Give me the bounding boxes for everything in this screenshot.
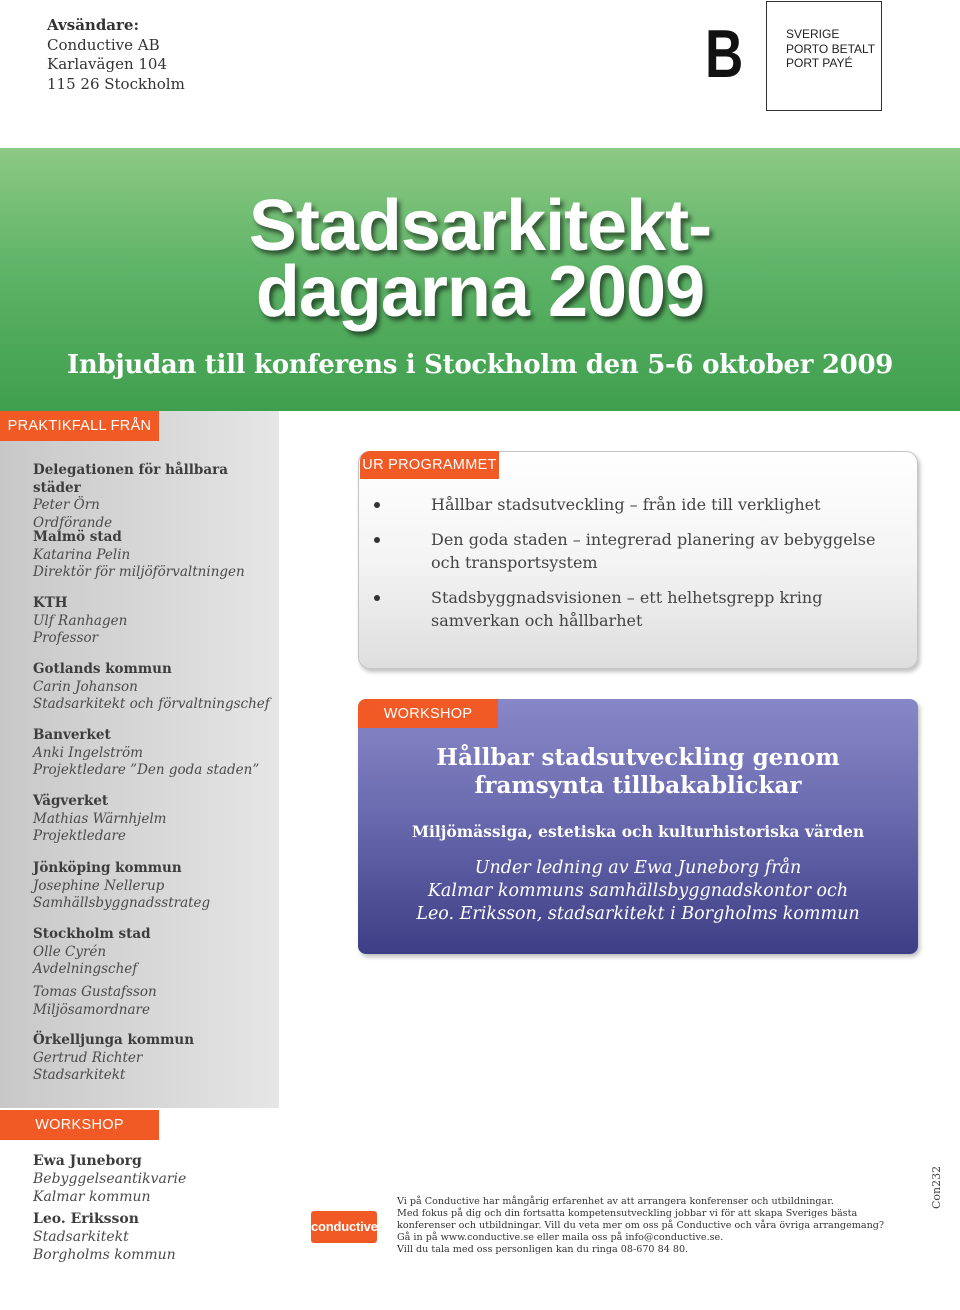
speaker-name: Katarina Pelin xyxy=(33,546,131,563)
speaker-entry xyxy=(33,661,273,714)
speaker-entry xyxy=(33,529,273,582)
leader-name: Ewa Juneborg xyxy=(33,1153,142,1169)
speaker-name: Gertrud Richter xyxy=(33,1049,143,1066)
programme-item-text: och transportsystem xyxy=(431,553,598,572)
speaker-org: Delegationen för hållbara städer xyxy=(33,462,228,496)
page-subtitle: Inbjudan till konferens i Stockholm den 5-6 oktober 2009 xyxy=(66,350,894,380)
programme-item-text: Stadsbyggnadsvisionen – ett helhetsgrepp kring xyxy=(431,588,823,607)
speaker-name: Anki Ingelström xyxy=(33,744,143,761)
speaker-role: Professor xyxy=(33,630,99,646)
workshop-tab: WORKSHOP xyxy=(358,699,498,728)
bullet-icon xyxy=(374,537,380,543)
leader-role: Bebyggelseantikvarie xyxy=(33,1171,187,1187)
speaker-role: Ordförande xyxy=(33,514,113,531)
speaker-role: Direktör för miljöförvaltningen xyxy=(33,564,245,580)
workshop-leader xyxy=(33,1152,273,1206)
speaker-org: Gotlands kommun xyxy=(33,661,172,677)
speaker-role: Stadsarkitekt och förvaltningschef xyxy=(33,696,270,712)
speaker-org: Stockholm stad xyxy=(33,926,151,942)
info-line: konferenser och utbildningar. Vill du veta mer om oss på Conductive och våra övriga arrangemang? xyxy=(397,1220,885,1231)
workshop-title-line: framsynta tillbakablickar xyxy=(474,772,802,799)
page-title xyxy=(0,186,960,332)
speaker-entry xyxy=(33,860,273,913)
postage-line: PORTO BETALT xyxy=(786,41,876,56)
speaker-name: Olle Cyrén xyxy=(33,943,107,960)
info-line: Gå in på www.conductive.se eller maila oss på info@conductive.se. xyxy=(397,1232,724,1243)
speaker-role: Miljösamordnare xyxy=(33,1001,150,1018)
workshop-title-line: Hållbar stadsutveckling genom xyxy=(436,744,840,771)
info-line: Med fokus på dig och din fortsatta kompetensutveckling jobbar vi för att skapa Sveriges bästa xyxy=(397,1208,858,1219)
sender-address xyxy=(47,16,185,94)
workshop-lead-line: Leo. Eriksson, stadsarkitekt i Borgholms kommun xyxy=(416,904,860,924)
workshop-leader xyxy=(33,1210,273,1264)
programme-item-text: Den goda staden – integrerad planering av bebyggelse xyxy=(431,530,876,549)
sender-line: 115 26 Stockholm xyxy=(47,74,185,93)
speaker-name: Mathias Wärnhjelm xyxy=(33,810,167,827)
speaker-org: Vägverket xyxy=(33,793,109,809)
speaker-entry xyxy=(33,462,273,532)
workshop-title xyxy=(358,744,918,800)
title-line: dagarna 2009 xyxy=(255,252,705,332)
speaker-entry xyxy=(33,1032,273,1085)
speaker-org: Jönköping kommun xyxy=(33,860,182,876)
speaker-name: Josephine Nellerup xyxy=(33,877,165,894)
sender-label: Avsändare: xyxy=(47,16,140,34)
sender-line: Karlavägen 104 xyxy=(47,55,168,73)
document-code-text: Con232 xyxy=(930,1165,943,1209)
speaker-entry xyxy=(33,793,273,846)
document-code xyxy=(930,1155,950,1215)
postage-stamp-box xyxy=(766,1,882,111)
speaker-name: Ulf Ranhagen xyxy=(33,612,128,629)
speaker-name: Carin Johanson xyxy=(33,678,138,695)
speaker-role: Projektledare xyxy=(33,828,126,844)
company-info xyxy=(397,1196,897,1256)
praktikfall-tab: PRAKTIKFALL FRÅN xyxy=(0,411,159,441)
workshop-leaders-text xyxy=(358,857,918,926)
speaker-entry xyxy=(33,926,273,979)
speaker-role: Samhällsbyggnadsstrateg xyxy=(33,895,211,911)
postage-class-letter: B xyxy=(705,16,744,92)
speaker-entry xyxy=(33,984,273,1019)
programme-item-text: samverkan och hållbarhet xyxy=(431,611,643,630)
speaker-org: Malmö stad xyxy=(33,529,122,545)
speaker-org: Banverket xyxy=(33,727,111,743)
programme-tab: UR PROGRAMMET xyxy=(360,451,499,479)
speaker-name: Tomas Gustafsson xyxy=(33,984,157,1000)
speaker-entry xyxy=(33,727,273,780)
leader-org: Borgholms kommun xyxy=(33,1247,176,1263)
conductive-logo: conductive xyxy=(311,1211,377,1243)
speaker-role: Avdelningschef xyxy=(33,961,138,977)
speaker-entry xyxy=(33,595,273,648)
programme-item-text: Hållbar stadsutveckling – från ide till verklighet xyxy=(431,495,821,514)
leader-org: Kalmar kommun xyxy=(33,1189,151,1205)
info-line: Vi på Conductive har mångårig erfarenhet av att arrangera konferenser och utbildningar. xyxy=(397,1196,834,1207)
speaker-org: Örkelljunga kommun xyxy=(33,1032,195,1048)
workshop-lead-line: Kalmar kommuns samhällsbyggnadskontor och xyxy=(427,881,849,901)
bullet-icon xyxy=(374,595,380,601)
bullet-icon xyxy=(374,502,380,508)
speaker-role: Stadsarkitekt xyxy=(33,1067,126,1083)
leader-name: Leo. Eriksson xyxy=(33,1211,139,1227)
workshop-subtitle: Miljömässiga, estetiska och kulturhistoriska värden xyxy=(411,822,865,841)
speaker-org: KTH xyxy=(33,595,68,611)
workshop-lead-line: Under ledning av Ewa Juneborg från xyxy=(474,858,802,878)
title-line: Stadsarkitekt- xyxy=(248,186,712,266)
info-line: Vill du tala med oss personligen kan du ringa 08-670 84 80. xyxy=(397,1244,689,1255)
postage-line: SVERIGE xyxy=(786,27,840,41)
sender-line: Conductive AB xyxy=(47,35,160,54)
postage-line: PORT PAYÉ xyxy=(786,56,853,70)
speaker-name: Peter Örn xyxy=(33,497,100,513)
leader-role: Stadsarkitekt xyxy=(33,1229,129,1245)
speaker-role: Projektledare ”Den goda staden” xyxy=(33,762,260,778)
workshop-leaders-tab: WORKSHOP xyxy=(0,1110,159,1140)
